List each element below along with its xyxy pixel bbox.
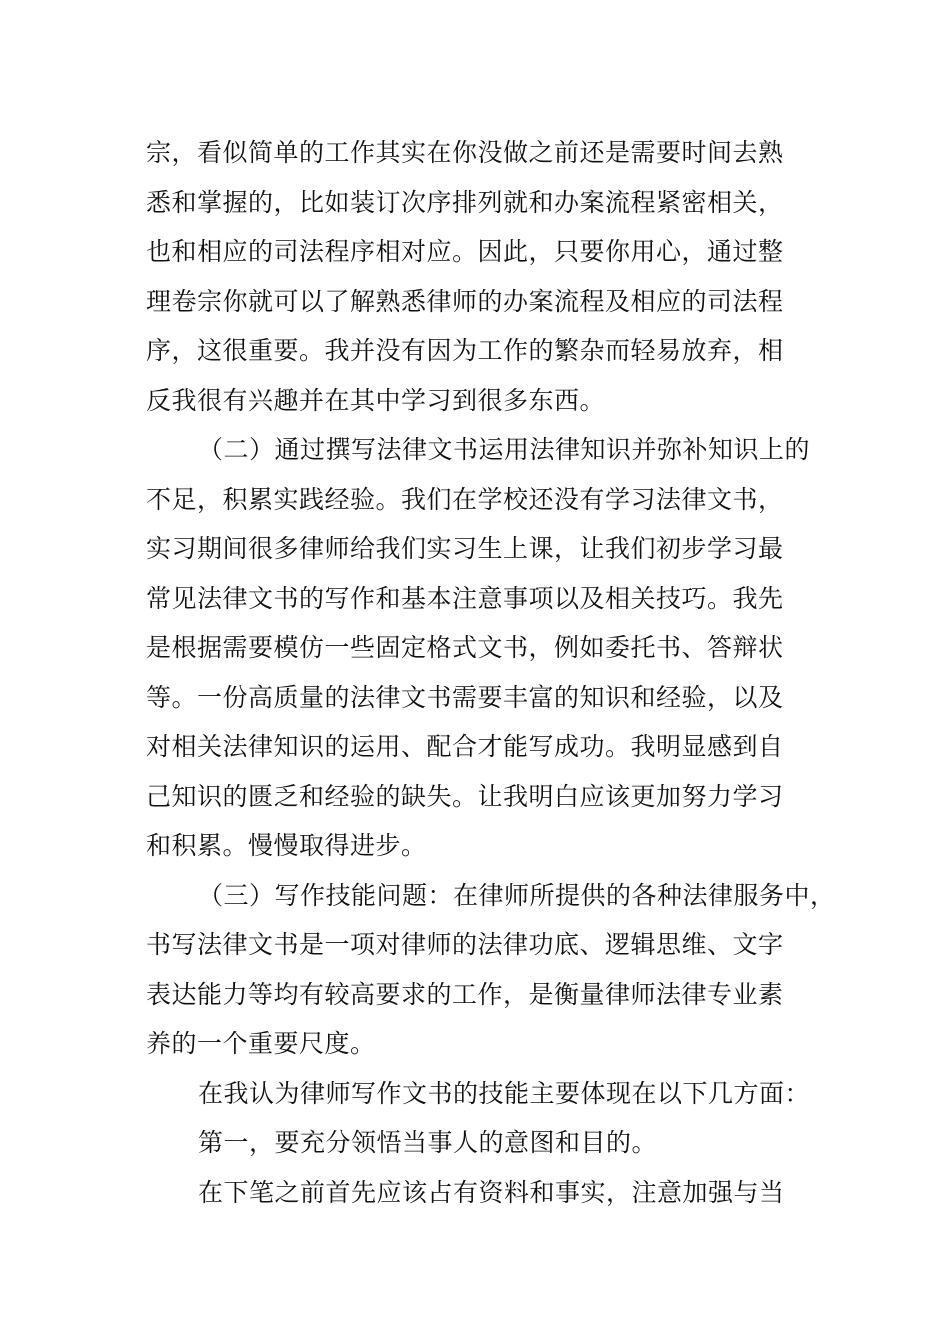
paragraph-start-line: 在下笔之前首先应该占有资料和事实，注意加强与当 bbox=[198, 1177, 785, 1207]
paragraph-start-line: 在我认为律师写作文书的技能主要体现在以下几方面： bbox=[198, 1078, 811, 1108]
text-line: 序，这很重要。我并没有因为工作的繁杂而轻易放弃，相 bbox=[146, 336, 784, 365]
text-line: 宗，看似简单的工作其实在你没做之前还是需要时间去熟 bbox=[146, 138, 784, 167]
text-line: 反我很有兴趣并在其中学习到很多东西。 bbox=[146, 385, 606, 415]
text-line: 悉和掌握的，比如装订次序排列就和办案流程紧密相关， bbox=[146, 187, 784, 217]
text-line: 表达能力等均有较高要求的工作，是衡量律师法律专业素 bbox=[146, 979, 784, 1009]
text-line: 也和相应的司法程序相对应。因此，只要你用心，通过整 bbox=[146, 237, 784, 266]
text-line: 养的一个重要尺度。 bbox=[146, 1029, 376, 1058]
text-line: 实习期间很多律师给我们实习生上课，让我们初步学习最 bbox=[146, 534, 784, 563]
text-line: 理卷宗你就可以了解熟悉律师的办案流程及相应的司法程 bbox=[146, 286, 784, 316]
paragraph-start-line: 第一，要充分领悟当事人的意图和目的。 bbox=[198, 1128, 658, 1157]
section-heading-line: （二）通过撰写法律文书运用法律知识并弥补知识上的 bbox=[198, 435, 811, 464]
text-line: 和积累。慢慢取得进步。 bbox=[146, 831, 427, 860]
text-line: 等。一份高质量的法律文书需要丰富的知识和经验，以及 bbox=[146, 682, 784, 712]
text-line: 常见法律文书的写作和基本注意事项以及相关技巧。我先 bbox=[146, 583, 784, 613]
document-body bbox=[146, 128, 836, 1217]
text-line: 不足，积累实践经验。我们在学校还没有学习法律文书， bbox=[146, 484, 784, 514]
text-line: 是根据需要模仿一些固定格式文书，例如委托书、答辩状 bbox=[146, 633, 784, 662]
section-heading-line: （三）写作技能问题：在律师所提供的各种法律服务中， bbox=[198, 880, 836, 910]
text-line: 对相关法律知识的运用、配合才能写成功。我明显感到自 bbox=[146, 732, 784, 761]
text-line: 书写法律文书是一项对律师的法律功底、逻辑思维、文字 bbox=[146, 930, 784, 959]
text-line: 己知识的匮乏和经验的缺失。让我明白应该更加努力学习 bbox=[146, 781, 784, 811]
